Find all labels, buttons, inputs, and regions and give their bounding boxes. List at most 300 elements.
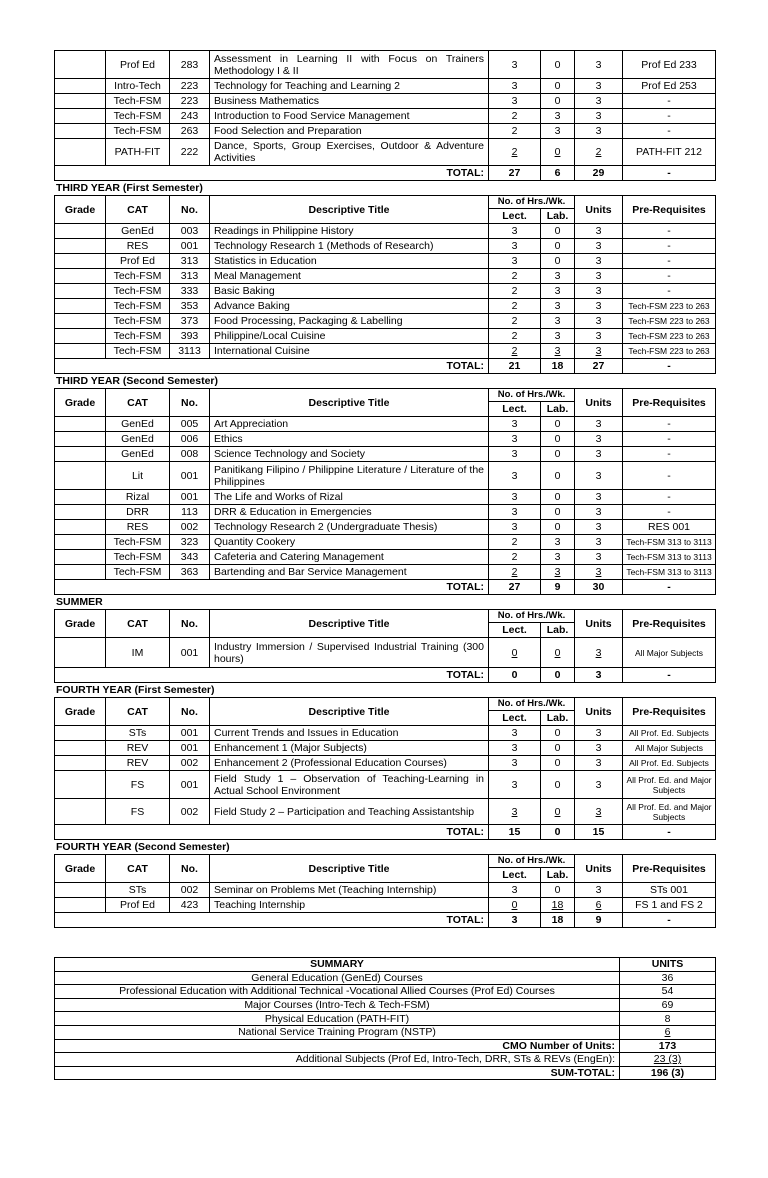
table-row <box>55 224 716 239</box>
prereq-cell: - <box>623 94 716 109</box>
units-cell: 3 <box>575 254 623 269</box>
title-cell: Readings in Philippine History <box>210 224 489 239</box>
total-units: 3 <box>575 668 623 683</box>
no-cell: 001 <box>170 638 210 668</box>
no-cell: 323 <box>170 535 210 550</box>
sumtotal-units: 196 (3) <box>620 1066 716 1080</box>
lect-cell: 3 <box>489 799 541 825</box>
summary-label: Professional Education with Additional Technical -Vocational Allied Courses (Prof Ed) Courses <box>55 985 620 999</box>
title-cell: Meal Management <box>210 269 489 284</box>
no-cell: 3113 <box>170 344 210 359</box>
title-cell: Bartending and Bar Service Management <box>210 565 489 580</box>
lab-cell: 0 <box>541 94 575 109</box>
lab-cell: 3 <box>541 565 575 580</box>
lect-cell: 2 <box>489 535 541 550</box>
grade-header: Grade <box>55 610 106 638</box>
units-cell: 3 <box>575 505 623 520</box>
no-cell: 423 <box>170 898 210 913</box>
cat-cell: Tech-FSM <box>106 109 170 124</box>
cat-cell: Tech-FSM <box>106 329 170 344</box>
cat-cell: GenEd <box>106 447 170 462</box>
units-cell: 3 <box>575 741 623 756</box>
lect-cell: 2 <box>489 344 541 359</box>
header-row <box>55 698 716 711</box>
y3s1-table <box>54 195 716 374</box>
prereq-header: Pre-Requisites <box>623 196 716 224</box>
summary-label: General Education (GenEd) Courses <box>55 971 620 985</box>
units-cell: 3 <box>575 344 623 359</box>
lab-cell: 0 <box>541 79 575 94</box>
summary-row <box>55 985 716 999</box>
total-label: TOTAL: <box>210 580 489 595</box>
lab-cell: 3 <box>541 124 575 139</box>
lect-cell: 3 <box>489 417 541 432</box>
additional-row <box>55 1053 716 1067</box>
total-row <box>55 825 716 840</box>
lab-cell: 0 <box>541 254 575 269</box>
title-header: Descriptive Title <box>210 389 489 417</box>
summary-units: 36 <box>620 971 716 985</box>
units-cell: 3 <box>575 94 623 109</box>
no-header: No. <box>170 196 210 224</box>
no-cell: 006 <box>170 432 210 447</box>
table-row <box>55 756 716 771</box>
total-lect: 15 <box>489 825 541 840</box>
cat-cell: Prof Ed <box>106 51 170 79</box>
lab-cell: 0 <box>541 638 575 668</box>
no-cell: 363 <box>170 565 210 580</box>
lect-cell: 2 <box>489 565 541 580</box>
title-header: Descriptive Title <box>210 196 489 224</box>
units-cell: 3 <box>575 239 623 254</box>
lect-header: Lect. <box>489 711 541 726</box>
no-header: No. <box>170 389 210 417</box>
y3s2-table <box>54 388 716 595</box>
no-header: No. <box>170 698 210 726</box>
units-header: UNITS <box>620 958 716 972</box>
table-row <box>55 299 716 314</box>
lect-cell: 3 <box>489 224 541 239</box>
cmo-units: 173 <box>620 1039 716 1053</box>
no-cell: 373 <box>170 314 210 329</box>
lect-header: Lect. <box>489 868 541 883</box>
header-row <box>55 196 716 209</box>
total-row <box>55 359 716 374</box>
lab-header: Lab. <box>541 402 575 417</box>
units-cell: 3 <box>575 314 623 329</box>
prereq-cell: - <box>623 224 716 239</box>
table-row <box>55 898 716 913</box>
summary-row <box>55 1012 716 1026</box>
title-cell: Industry Immersion / Supervised Industrial Training (300 hours) <box>210 638 489 668</box>
title-cell: Field Study 1 – Observation of Teaching-Learning in Actual School Environment <box>210 771 489 799</box>
lect-cell: 3 <box>489 51 541 79</box>
title-cell: Food Selection and Preparation <box>210 124 489 139</box>
prereq-cell: - <box>623 490 716 505</box>
no-cell: 333 <box>170 284 210 299</box>
no-header: No. <box>170 610 210 638</box>
total-row <box>55 913 716 928</box>
total-row <box>55 668 716 683</box>
lab-header: Lab. <box>541 868 575 883</box>
prereq-cell: Tech-FSM 313 to 3113 <box>623 565 716 580</box>
lect-cell: 0 <box>489 898 541 913</box>
table-row <box>55 447 716 462</box>
lab-cell: 0 <box>541 756 575 771</box>
no-cell: 002 <box>170 883 210 898</box>
summary-units: 6 <box>620 1025 716 1039</box>
total-lab: 0 <box>541 668 575 683</box>
units-cell: 3 <box>575 726 623 741</box>
total-label: TOTAL: <box>210 166 489 181</box>
lab-cell: 3 <box>541 299 575 314</box>
lect-header: Lect. <box>489 209 541 224</box>
title-cell: Current Trends and Issues in Education <box>210 726 489 741</box>
cat-cell: Tech-FSM <box>106 124 170 139</box>
units-cell: 3 <box>575 771 623 799</box>
prereq-header: Pre-Requisites <box>623 389 716 417</box>
prereq-cell: FS 1 and FS 2 <box>623 898 716 913</box>
cmo-row <box>55 1039 716 1053</box>
summary-header: SUMMARY <box>55 958 620 972</box>
lab-cell: 0 <box>541 447 575 462</box>
prereq-header: Pre-Requisites <box>623 698 716 726</box>
cat-cell: Tech-FSM <box>106 565 170 580</box>
grade-header: Grade <box>55 855 106 883</box>
no-cell: 223 <box>170 79 210 94</box>
no-cell: 243 <box>170 109 210 124</box>
lab-cell: 0 <box>541 505 575 520</box>
lab-cell: 0 <box>541 741 575 756</box>
title-cell: Art Appreciation <box>210 417 489 432</box>
lab-cell: 3 <box>541 314 575 329</box>
total-lect: 27 <box>489 166 541 181</box>
lab-header: Lab. <box>541 209 575 224</box>
total-units: 29 <box>575 166 623 181</box>
total-label: TOTAL: <box>210 913 489 928</box>
lab-cell: 0 <box>541 139 575 166</box>
summary-table <box>54 957 716 1080</box>
no-cell: 223 <box>170 94 210 109</box>
cat-cell: RES <box>106 239 170 254</box>
prereq-cell: - <box>623 109 716 124</box>
lab-cell: 3 <box>541 284 575 299</box>
table-row <box>55 535 716 550</box>
cat-cell: Intro-Tech <box>106 79 170 94</box>
total-lab: 0 <box>541 825 575 840</box>
cat-cell: PATH-FIT <box>106 139 170 166</box>
lab-cell: 0 <box>541 490 575 505</box>
summary-header-row <box>55 958 716 972</box>
total-units: 9 <box>575 913 623 928</box>
cat-cell: Tech-FSM <box>106 550 170 565</box>
cat-header: CAT <box>106 855 170 883</box>
prereq-header: Pre-Requisites <box>623 855 716 883</box>
section-heading: FOURTH YEAR (First Semester) <box>56 684 215 696</box>
total-prereq: - <box>623 580 716 595</box>
title-header: Descriptive Title <box>210 855 489 883</box>
cat-cell: GenEd <box>106 417 170 432</box>
no-cell: 005 <box>170 417 210 432</box>
title-cell: Technology Research 2 (Undergraduate Thesis) <box>210 520 489 535</box>
prereq-cell: - <box>623 124 716 139</box>
units-cell: 3 <box>575 447 623 462</box>
lab-cell: 0 <box>541 462 575 490</box>
y4s2-table <box>54 854 716 928</box>
cat-cell: FS <box>106 799 170 825</box>
title-cell: Philippine/Local Cuisine <box>210 329 489 344</box>
summary-row <box>55 998 716 1012</box>
lab-cell: 0 <box>541 51 575 79</box>
units-cell: 3 <box>575 224 623 239</box>
no-cell: 263 <box>170 124 210 139</box>
title-cell: Quantity Cookery <box>210 535 489 550</box>
table-row <box>55 505 716 520</box>
section-heading: THIRD YEAR (Second Semester) <box>56 375 219 387</box>
cat-cell: Tech-FSM <box>106 269 170 284</box>
hrs-header: No. of Hrs./Wk. <box>489 389 575 402</box>
lect-cell: 2 <box>489 314 541 329</box>
no-cell: 001 <box>170 741 210 756</box>
units-cell: 3 <box>575 883 623 898</box>
cat-cell: RES <box>106 520 170 535</box>
lab-cell: 0 <box>541 520 575 535</box>
total-units: 27 <box>575 359 623 374</box>
header-row <box>55 855 716 868</box>
grade-header: Grade <box>55 698 106 726</box>
units-cell: 3 <box>575 79 623 94</box>
prereq-cell: - <box>623 284 716 299</box>
summary-units: 54 <box>620 985 716 999</box>
prereq-cell: Tech-FSM 223 to 263 <box>623 314 716 329</box>
title-cell: Technology Research 1 (Methods of Research) <box>210 239 489 254</box>
title-cell: Seminar on Problems Met (Teaching Internship) <box>210 883 489 898</box>
prereq-cell: All Prof. Ed. and Major Subjects <box>623 799 716 825</box>
summary-row <box>55 971 716 985</box>
hrs-header: No. of Hrs./Wk. <box>489 698 575 711</box>
total-lab: 6 <box>541 166 575 181</box>
prereq-cell: - <box>623 462 716 490</box>
lab-cell: 0 <box>541 239 575 254</box>
table-row <box>55 109 716 124</box>
no-cell: 283 <box>170 51 210 79</box>
section-heading: SUMMER <box>56 596 103 608</box>
prereq-cell: - <box>623 447 716 462</box>
prereq-cell: - <box>623 432 716 447</box>
total-units: 30 <box>575 580 623 595</box>
y4s1-table <box>54 697 716 840</box>
units-header: Units <box>575 196 623 224</box>
prereq-cell: Prof Ed 233 <box>623 51 716 79</box>
lab-cell: 3 <box>541 535 575 550</box>
title-cell: Business Mathematics <box>210 94 489 109</box>
prereq-cell: Tech-FSM 223 to 263 <box>623 344 716 359</box>
table-row <box>55 490 716 505</box>
lect-cell: 3 <box>489 756 541 771</box>
units-cell: 3 <box>575 269 623 284</box>
total-row <box>55 580 716 595</box>
no-cell: 001 <box>170 726 210 741</box>
title-cell: Advance Baking <box>210 299 489 314</box>
lab-cell: 0 <box>541 224 575 239</box>
prereq-cell: PATH-FIT 212 <box>623 139 716 166</box>
hrs-header: No. of Hrs./Wk. <box>489 610 575 623</box>
lect-cell: 3 <box>489 726 541 741</box>
no-cell: 222 <box>170 139 210 166</box>
lect-cell: 2 <box>489 139 541 166</box>
title-cell: Panitikang Filipino / Philippine Literature / Literature of the Philippines <box>210 462 489 490</box>
total-lab: 18 <box>541 359 575 374</box>
lect-cell: 2 <box>489 329 541 344</box>
cat-cell: REV <box>106 741 170 756</box>
total-prereq: - <box>623 913 716 928</box>
prereq-cell: - <box>623 239 716 254</box>
prereq-cell: All Prof. Ed. Subjects <box>623 756 716 771</box>
total-lect: 27 <box>489 580 541 595</box>
cat-cell: IM <box>106 638 170 668</box>
total-row <box>55 166 716 181</box>
table-row <box>55 462 716 490</box>
summary-label: Major Courses (Intro-Tech & Tech-FSM) <box>55 998 620 1012</box>
lect-cell: 2 <box>489 299 541 314</box>
title-cell: Enhancement 1 (Major Subjects) <box>210 741 489 756</box>
units-cell: 2 <box>575 139 623 166</box>
additional-units: 23 (3) <box>620 1053 716 1067</box>
cat-cell: GenEd <box>106 432 170 447</box>
no-cell: 002 <box>170 520 210 535</box>
lect-cell: 2 <box>489 269 541 284</box>
summary-label: National Service Training Program (NSTP) <box>55 1025 620 1039</box>
prereq-cell: - <box>623 417 716 432</box>
title-header: Descriptive Title <box>210 610 489 638</box>
units-cell: 3 <box>575 550 623 565</box>
cat-cell: Tech-FSM <box>106 314 170 329</box>
title-cell: DRR & Education in Emergencies <box>210 505 489 520</box>
total-prereq: - <box>623 825 716 840</box>
lect-cell: 3 <box>489 741 541 756</box>
lab-cell: 18 <box>541 898 575 913</box>
lect-cell: 3 <box>489 771 541 799</box>
table-row <box>55 239 716 254</box>
total-prereq: - <box>623 166 716 181</box>
title-cell: Enhancement 2 (Professional Education Courses) <box>210 756 489 771</box>
no-cell: 001 <box>170 771 210 799</box>
title-cell: Field Study 2 – Participation and Teaching Assistantship <box>210 799 489 825</box>
table-row <box>55 771 716 799</box>
cat-cell: Tech-FSM <box>106 299 170 314</box>
title-cell: Technology for Teaching and Learning 2 <box>210 79 489 94</box>
prereq-cell: - <box>623 505 716 520</box>
cat-cell: GenEd <box>106 224 170 239</box>
lect-cell: 2 <box>489 284 541 299</box>
cat-header: CAT <box>106 610 170 638</box>
lect-cell: 3 <box>489 432 541 447</box>
prereq-cell: All Prof. Ed. and Major Subjects <box>623 771 716 799</box>
table-row <box>55 520 716 535</box>
units-cell: 3 <box>575 565 623 580</box>
units-cell: 3 <box>575 799 623 825</box>
total-lect: 21 <box>489 359 541 374</box>
total-units: 15 <box>575 825 623 840</box>
cat-cell: Tech-FSM <box>106 344 170 359</box>
table-row <box>55 79 716 94</box>
summary-label: Physical Education (PATH-FIT) <box>55 1012 620 1026</box>
prereq-cell: All Major Subjects <box>623 741 716 756</box>
no-cell: 001 <box>170 490 210 505</box>
lab-cell: 3 <box>541 109 575 124</box>
table-row <box>55 638 716 668</box>
prereq-cell: Tech-FSM 223 to 263 <box>623 329 716 344</box>
prereq-cell: Tech-FSM 313 to 3113 <box>623 550 716 565</box>
no-cell: 002 <box>170 799 210 825</box>
lab-header: Lab. <box>541 711 575 726</box>
total-label: TOTAL: <box>210 359 489 374</box>
table-row <box>55 269 716 284</box>
lab-cell: 0 <box>541 417 575 432</box>
title-cell: Assessment in Learning II with Focus on Trainers Methodology I & II <box>210 51 489 79</box>
table-row <box>55 565 716 580</box>
hrs-header: No. of Hrs./Wk. <box>489 855 575 868</box>
prereq-cell: Tech-FSM 313 to 3113 <box>623 535 716 550</box>
units-cell: 6 <box>575 898 623 913</box>
lab-cell: 3 <box>541 329 575 344</box>
no-cell: 393 <box>170 329 210 344</box>
cat-cell: DRR <box>106 505 170 520</box>
lab-cell: 3 <box>541 550 575 565</box>
units-cell: 3 <box>575 432 623 447</box>
lab-header: Lab. <box>541 623 575 638</box>
table-row <box>55 417 716 432</box>
section-heading: THIRD YEAR (First Semester) <box>56 182 203 194</box>
prereq-header: Pre-Requisites <box>623 610 716 638</box>
lect-cell: 0 <box>489 638 541 668</box>
table-row <box>55 741 716 756</box>
summary-units: 69 <box>620 998 716 1012</box>
hrs-header: No. of Hrs./Wk. <box>489 196 575 209</box>
units-cell: 3 <box>575 329 623 344</box>
cat-cell: Rizal <box>106 490 170 505</box>
lect-cell: 2 <box>489 109 541 124</box>
lect-cell: 3 <box>489 79 541 94</box>
units-cell: 3 <box>575 284 623 299</box>
lect-cell: 3 <box>489 94 541 109</box>
lab-cell: 3 <box>541 269 575 284</box>
no-cell: 313 <box>170 254 210 269</box>
total-lect: 3 <box>489 913 541 928</box>
prereq-cell: STs 001 <box>623 883 716 898</box>
title-cell: Cafeteria and Catering Management <box>210 550 489 565</box>
no-cell: 343 <box>170 550 210 565</box>
no-cell: 003 <box>170 224 210 239</box>
title-cell: Food Processing, Packaging & Labelling <box>210 314 489 329</box>
total-label: TOTAL: <box>210 668 489 683</box>
cat-cell: Tech-FSM <box>106 535 170 550</box>
cat-cell: Tech-FSM <box>106 94 170 109</box>
cat-header: CAT <box>106 698 170 726</box>
table-row <box>55 550 716 565</box>
no-cell: 001 <box>170 239 210 254</box>
lect-cell: 3 <box>489 462 541 490</box>
table-row <box>55 726 716 741</box>
table-row <box>55 139 716 166</box>
lect-cell: 3 <box>489 447 541 462</box>
prereq-cell: RES 001 <box>623 520 716 535</box>
total-lab: 9 <box>541 580 575 595</box>
lect-header: Lect. <box>489 623 541 638</box>
prereq-cell: All Major Subjects <box>623 638 716 668</box>
units-cell: 3 <box>575 638 623 668</box>
units-header: Units <box>575 855 623 883</box>
